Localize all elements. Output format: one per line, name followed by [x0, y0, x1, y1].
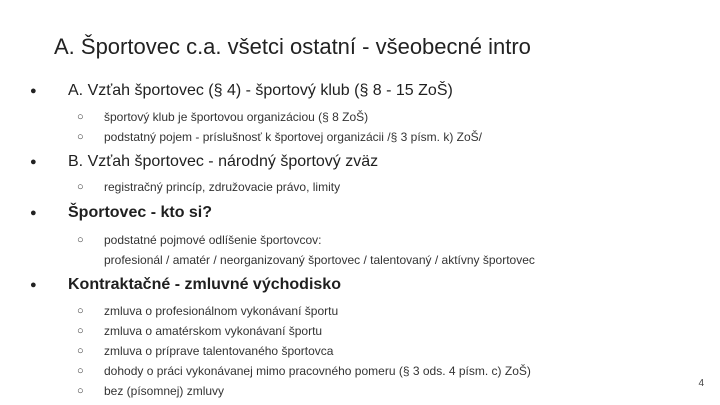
list-item-text: bez (písomnej) zmluvy	[104, 384, 225, 398]
list-item	[30, 341, 690, 361]
section-b	[30, 151, 690, 197]
hollow-bullet-icon: ○	[77, 385, 84, 397]
slide-content	[30, 80, 690, 401]
section-heading	[30, 80, 690, 102]
sub-list	[30, 107, 690, 147]
hollow-bullet-icon: ○	[77, 234, 84, 246]
list-item	[30, 107, 690, 127]
hollow-bullet-icon: ○	[77, 111, 84, 123]
section-who-is-athlete	[30, 202, 690, 270]
section-heading	[30, 274, 690, 296]
sub-list	[30, 301, 690, 401]
section-heading	[30, 151, 690, 173]
slide-title: A. Športovec c.a. všetci ostatní - všeobecné intro	[54, 34, 531, 59]
hollow-bullet-icon: ○	[77, 325, 84, 337]
section-heading-text: B. Vzťah športovec - národný športový zväz	[68, 153, 379, 170]
list-item	[30, 301, 690, 321]
list-item	[30, 361, 690, 381]
list-item	[30, 177, 690, 197]
section-heading	[30, 202, 690, 224]
bullet-icon: ●	[30, 85, 37, 97]
list-item	[30, 127, 690, 147]
list-item-text: registračný princíp, združovacie právo, limity	[104, 180, 341, 194]
page-number: 4	[698, 378, 704, 389]
list-item-text: podstatné pojmové odlíšenie športovcov:	[104, 233, 322, 247]
section-a	[30, 80, 690, 147]
bullet-icon: ●	[30, 207, 37, 219]
hollow-bullet-icon: ○	[77, 365, 84, 377]
list-item-text: zmluva o príprave talentovaného športovca	[104, 344, 334, 358]
sub-list	[30, 177, 690, 197]
section-contractual	[30, 274, 690, 401]
list-item-text: podstatný pojem - príslušnosť k športovej organizácii /§ 3 písm. k) ZoŠ/	[104, 130, 482, 144]
list-item	[30, 321, 690, 341]
section-heading-text: Športovec - kto si?	[68, 204, 213, 221]
list-item	[30, 381, 690, 401]
section-heading-text: Kontraktačné - zmluvné východisko	[68, 276, 341, 293]
list-item-text: dohody o práci vykonávanej mimo pracovného pomeru (§ 3 ods. 4 písm. c) ZoŠ)	[104, 364, 531, 378]
hollow-bullet-icon: ○	[77, 131, 84, 143]
hollow-bullet-icon: ○	[77, 345, 84, 357]
hollow-bullet-icon: ○	[77, 181, 84, 193]
list-item-text: športový klub je športovou organizáciou (§ 8 ZoŠ)	[104, 110, 369, 124]
list-item-text: profesionál / amatér / neorganizovaný športovec / talentovaný / aktívny športovec	[104, 253, 535, 267]
list-item-text: zmluva o profesionálnom vykonávaní športu	[104, 304, 339, 318]
bullet-icon: ●	[30, 279, 37, 291]
hollow-bullet-icon: ○	[77, 305, 84, 317]
sub-list	[30, 230, 690, 270]
list-item-continuation	[30, 250, 690, 270]
bullet-icon: ●	[30, 156, 37, 168]
section-heading-text: A. Vzťah športovec (§ 4) - športový klub (§ 8 - 15 ZoŠ)	[68, 82, 453, 99]
list-item	[30, 230, 690, 250]
list-item-text: zmluva o amatérskom vykonávaní športu	[104, 324, 323, 338]
